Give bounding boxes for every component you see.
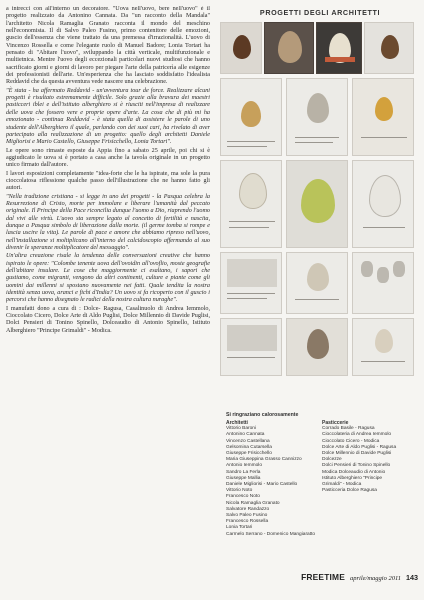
project-thumbnail — [220, 160, 282, 248]
list-item: Salvo Paleo Fusino — [226, 513, 268, 519]
list-item: Lonia Tortari — [226, 525, 253, 531]
list-item: Sandro La Ferla — [226, 469, 261, 475]
page-number: 143 — [406, 573, 418, 582]
project-thumbnail — [364, 22, 414, 74]
paragraph: I manufatti dono a cura di : Dolce- Ragusa, Casalinuolo di Andrea Iemmolo, Cioccolato Cicero, Dolce Arte di Aldo Puglisi, Dolce Millennio di Davide Puglisi, Dolci Pensieri di Tonino Spinello, Dolceaudio di Antonio Spinello, Istituto Alberghiero "Principe Grimaldi" - Modica. — [6, 305, 210, 334]
paragraph: a intrecci con all'interno un decoratore. "Uova nell'uovo, bere nell'uovo" è il progetto realizzato da Antonino Cannata. Da "un racconto della Mandala" l'architetto Nicola Ramaglia Granato racconta il mondo del meschino nell'economista. Il di Salvo Paleo Fusino, primo contenitore delle emozioni, guscio dell'essenza che viene trattato da una premessa d'irrazionalità. L'uovo di Vincenzo Rossella e come l'elegante ruolo di Manuel Badore; Lonia Tortari ha pensato di "Abitare l'uovo", sviluppando la città verticale, multifunzionale e multietnica. Mentre l'uovo degli eccezionali particolari nuovi studiosi che hanno sacrificato giorni e giorni di lavoro per piegare l'arte della patricerìa alle esigenze dei professionisti dell'arte. Un'esperienza che ha lasciato soddisfatto l'idealista Reddavid che da questa avventura vede nascere una celebrazione. — [6, 6, 210, 86]
project-thumbnail — [286, 160, 348, 248]
list-item: Francesco Noto — [226, 494, 260, 500]
quote-paragraph: "È stata - ha affermato Reddavid - un'avventura tour de force. Realizzare alcuni progetti è risultato estremamente difficile. Solo grazie alla bravura dei maestri pasticceri iblei e dell'istituto alberghiero si è riusciti nell'impresa di realizzare delle uova che fossero vere e proprie opere d'arte. La cosa che di più mi ha emozionato - continua Reddavid - è stata quella di assistere le parole di uno studente dell'Alberghiero il quale, parlando con dei suoi cari, ha rivelato di aver partecipato alla realizzazione di un progetto: quello degli architetti Daniele Migliorisi e Mario Castello, Giuseppe Frisicchello, Lonia Tortari". — [6, 87, 210, 146]
project-thumbnail — [352, 252, 414, 314]
list-item: Dolce Millennio di Davide Puglisi — [322, 451, 392, 457]
list-item: Corrado Basile - Ragusa — [322, 426, 375, 432]
list-item: Dolce Arte di Aldo Puglisi - Ragusa — [322, 444, 397, 450]
architects-list — [226, 420, 318, 538]
list-item: Nicola Ramaglia Granato — [226, 500, 280, 506]
list-item: Modica Dolceaudio di Antonio — [322, 469, 386, 475]
list-item: Giuseppe Mallia — [226, 475, 261, 481]
project-thumbnail — [220, 22, 262, 74]
project-thumbnail — [220, 78, 282, 156]
article-body — [6, 6, 210, 566]
project-thumbnail — [220, 318, 282, 376]
list-item: Francesco Rossella — [226, 519, 269, 525]
project-gallery — [220, 22, 416, 378]
list-item: Salvatore Randazzo — [226, 506, 270, 512]
quote-paragraph: Un'altra creazione risale la tendenza delle conversazioni creative che hanno ispirato le opere: "Colombe tenente uova dell'ovoidin all'ovoflio, moste geografie dell'abitare insulare. Le cose che maggiormente ci esaltano, i sapori che gustiamo, come migranti, vengono da altri continenti, culture e piante come gli uomini dai millenni si spostano nuovamente nei fatti. Quale tendita la nostra identità senza uova, aranci e fichi d'India? Un uovo si fa ricoperto con il guscio i percorsi che hanno disegnato le radici della nostra cultura nuraghe". — [6, 253, 210, 304]
project-thumbnail — [286, 318, 348, 376]
pastry-list — [322, 420, 414, 494]
project-thumbnail — [286, 78, 348, 156]
list-item: Pasticceria Dolce Ragusa — [322, 488, 377, 494]
project-thumbnail — [264, 22, 314, 74]
paragraph: I lavori esposizioni completamente "idea-forte che le ha ispirate, ma sole la pura cioccolatosa riflessione qualche passo dell'illustrazione che ne hanno fatto gli autori. — [6, 170, 210, 192]
list-item: Antonio Iemmolo — [226, 463, 262, 469]
list-item: Vittorio Noto — [226, 488, 253, 494]
credits-heading: Si ringraziano calorosamente — [226, 412, 299, 418]
list-item: Cioccolateria di Andrea Iemmolo — [322, 432, 392, 438]
list-item: Antonino Cannata — [226, 432, 265, 438]
paragraph: Le opere sono rimaste esposte da Appia fino a sabato 25 aprile, poi chi si è aggiudicato le uova si è portato a casa anche la tavola originale in un progetto unico firmato dall'autore. — [6, 147, 210, 169]
quote-paragraph: "Nella tradizione cristiana - si legge in uno dei progetti - la Pasqua celebra la Resurrezione di Cristo, morte per immolare e liberare l'umanità dal peccato originale. Il Principe della Pace riconcilia dunque l'uomo a Dio, riaprendo l'uomo dal vivi alle virtù. L'uovo sta sempre legato al concetto di fertilità e nascita, dunque a Pasqua simbolo di liberazione dalla morte. (il germe tomba si rompe e lascia uscire la vita). Le parole di pace e amore che abbiamo ripreso nell'uovo, nell'installazione si moltiplicano all'interno del calcidoscopio affermando al suo divenir le speranze moltiplicatore del messaggio". — [6, 193, 210, 251]
section-title: PROGETTI DEGLI ARCHITETTI — [259, 8, 381, 17]
issue-date: aprile/maggio 2011 — [350, 575, 401, 582]
list-item: Gelsomina Cutarsella — [226, 444, 272, 450]
list-item: Vincenzo Castellana — [226, 438, 270, 444]
list-item: Istituto Alberghiero "Principe — [322, 475, 383, 481]
list-item: Cioccolato Cicero - Modica — [322, 438, 380, 444]
list-item: Vittorio Baroni — [226, 426, 257, 432]
project-thumbnail — [220, 252, 282, 314]
architects-title: Architetti — [226, 420, 248, 426]
list-item: Carmelo Serrano - Domenico Mangiaratto — [226, 531, 316, 537]
list-item: Daniele Migliorisi - Mario Castello — [226, 482, 298, 488]
list-item: Maria Giuseppina Grasso Cannizzo — [226, 457, 302, 463]
list-item: Grimaldi" - Modica — [322, 482, 362, 488]
project-thumbnail — [316, 22, 362, 74]
pastry-title: Pasticcerie — [322, 420, 349, 426]
magazine-brand: FREETIME — [301, 572, 346, 582]
project-thumbnail — [352, 160, 414, 248]
project-thumbnail — [352, 78, 414, 156]
list-item: Dolcezze — [322, 457, 342, 463]
page-footer — [226, 572, 418, 584]
project-thumbnail — [286, 252, 348, 314]
list-item: Dolci Pensieri di Tonino Spinello — [322, 463, 391, 469]
list-item: Giuseppe Frisicchello — [226, 451, 272, 457]
credits-section — [226, 412, 416, 562]
project-thumbnail — [352, 318, 414, 376]
